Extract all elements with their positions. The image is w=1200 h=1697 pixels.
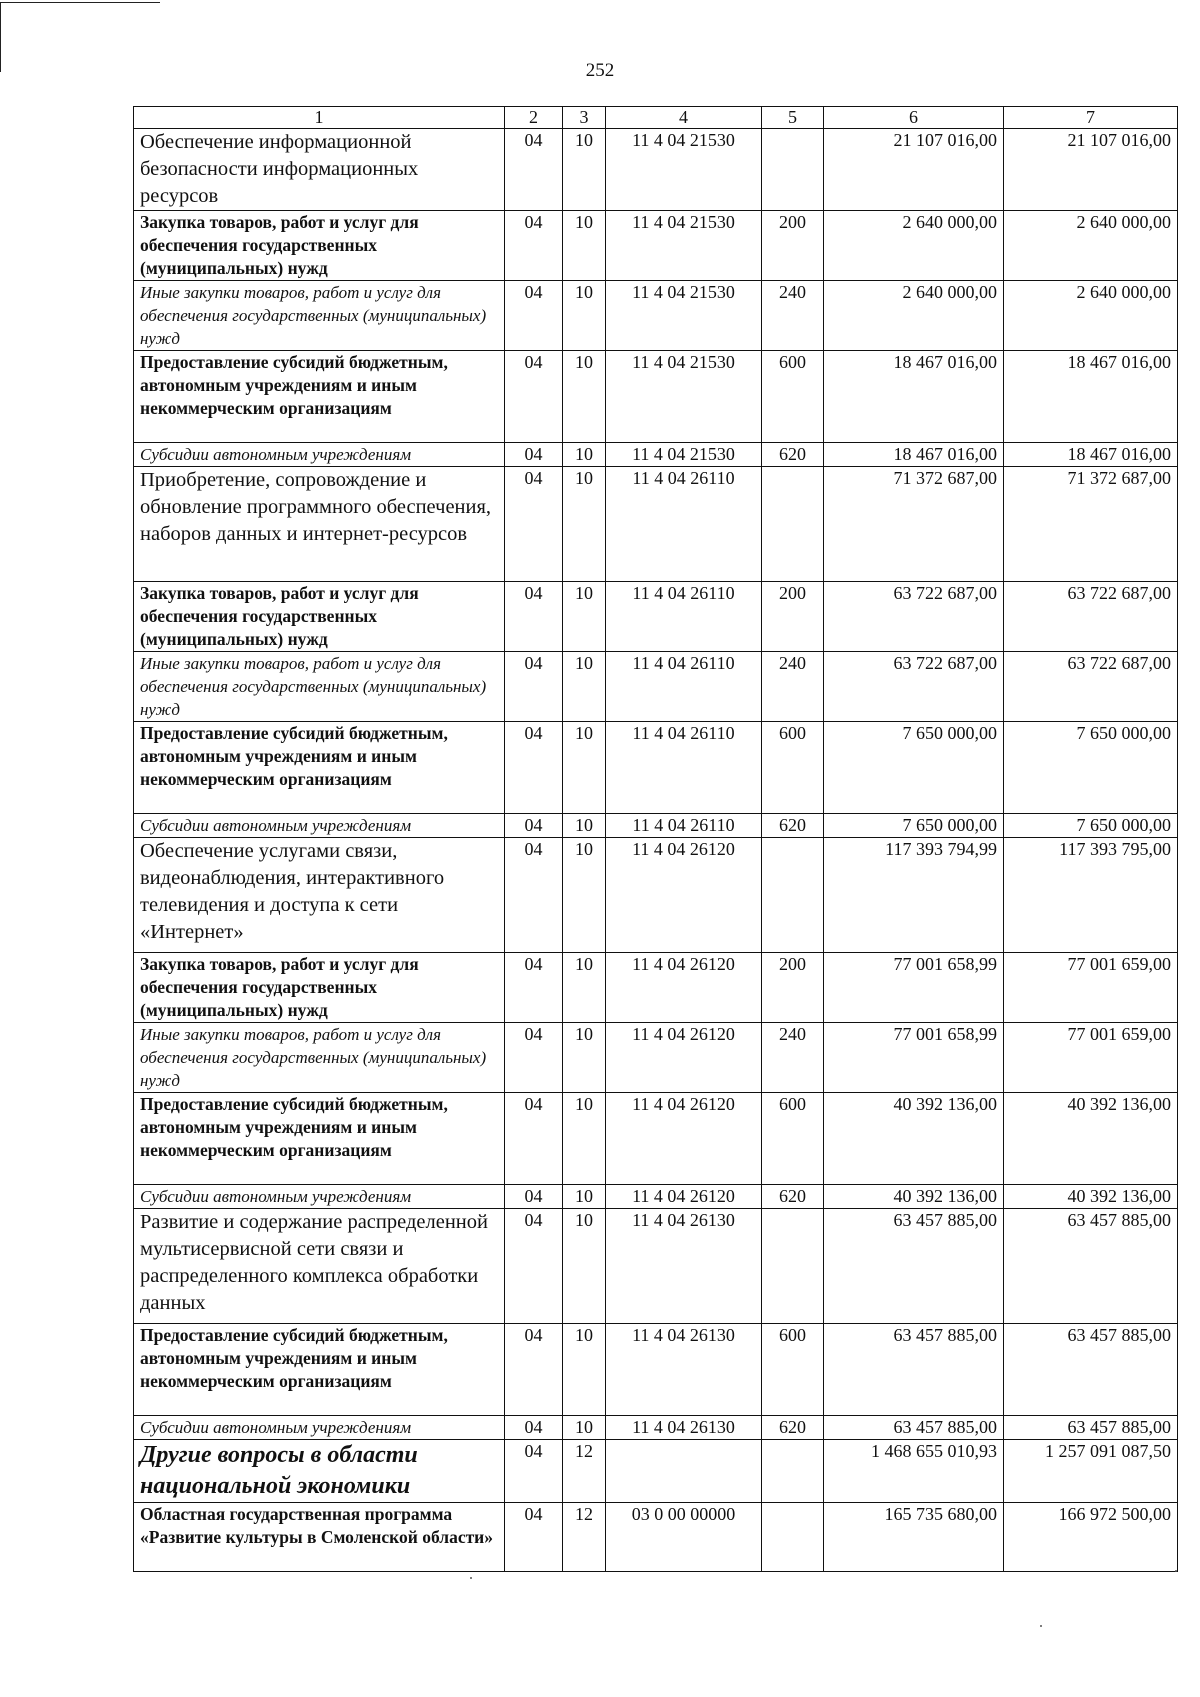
table-row xyxy=(134,1440,1178,1503)
section-code-cell: 04 xyxy=(505,1093,563,1185)
row-name-cell: Иные закупки товаров, работ и услуг для обеспечения государственных (муниципальных) нужд xyxy=(134,1023,505,1093)
target-article-cell: 11 4 04 26120 xyxy=(606,838,762,953)
table-row xyxy=(134,582,1178,652)
amount-year2-cell: 71 372 687,00 xyxy=(1004,467,1178,582)
section-code-cell: 04 xyxy=(505,467,563,582)
section-code-cell: 04 xyxy=(505,1440,563,1503)
subsection-code-cell: 10 xyxy=(563,129,606,211)
table-row xyxy=(134,351,1178,443)
subsection-code-cell: 10 xyxy=(563,211,606,281)
expense-type-cell xyxy=(762,1440,824,1503)
amount-year2-cell: 63 457 885,00 xyxy=(1004,1209,1178,1324)
section-code-cell: 04 xyxy=(505,281,563,351)
expense-type-cell: 600 xyxy=(762,722,824,814)
subsection-code-cell: 10 xyxy=(563,582,606,652)
table-row xyxy=(134,1023,1178,1093)
section-code-cell: 04 xyxy=(505,1209,563,1324)
section-code-cell: 04 xyxy=(505,814,563,838)
section-code-cell: 04 xyxy=(505,652,563,722)
row-name-cell: Субсидии автономным учреждениям xyxy=(134,443,505,467)
expense-type-cell xyxy=(762,1209,824,1324)
expense-type-cell: 200 xyxy=(762,211,824,281)
amount-year1-cell: 77 001 658,99 xyxy=(824,1023,1004,1093)
row-name-cell: Обеспечение информационной безопасности информационных ресурсов xyxy=(134,129,505,211)
section-code-cell: 04 xyxy=(505,1416,563,1440)
table-row xyxy=(134,211,1178,281)
section-code-cell: 04 xyxy=(505,1185,563,1209)
amount-year1-cell: 40 392 136,00 xyxy=(824,1185,1004,1209)
row-name-cell: Предоставление субсидий бюджетным, автономным учреждениям и иным некоммерческим организациям xyxy=(134,351,505,443)
table-row xyxy=(134,1503,1178,1572)
expense-type-cell: 240 xyxy=(762,281,824,351)
corner-mark xyxy=(0,2,160,3)
table-row xyxy=(134,1093,1178,1185)
subsection-code-cell: 10 xyxy=(563,467,606,582)
row-name-cell: Закупка товаров, работ и услуг для обеспечения государственных (муниципальных) нужд xyxy=(134,211,505,281)
amount-year1-cell: 71 372 687,00 xyxy=(824,467,1004,582)
table-row xyxy=(134,814,1178,838)
table-row xyxy=(134,1209,1178,1324)
subsection-code-cell: 10 xyxy=(563,1209,606,1324)
amount-year2-cell: 7 650 000,00 xyxy=(1004,722,1178,814)
table-row xyxy=(134,652,1178,722)
amount-year2-cell: 40 392 136,00 xyxy=(1004,1093,1178,1185)
subsection-code-cell: 10 xyxy=(563,953,606,1023)
column-header: 5 xyxy=(762,107,824,129)
target-article-cell: 11 4 04 26120 xyxy=(606,953,762,1023)
row-name-cell: Субсидии автономным учреждениям xyxy=(134,1185,505,1209)
budget-table xyxy=(133,106,1178,1572)
column-header: 1 xyxy=(134,107,505,129)
subsection-code-cell: 10 xyxy=(563,351,606,443)
row-name-cell: Закупка товаров, работ и услуг для обеспечения государственных (муниципальных) нужд xyxy=(134,582,505,652)
target-article-cell: 03 0 00 00000 xyxy=(606,1503,762,1572)
table-row xyxy=(134,1416,1178,1440)
section-code-cell: 04 xyxy=(505,838,563,953)
subsection-code-cell: 12 xyxy=(563,1503,606,1572)
column-header: 3 xyxy=(563,107,606,129)
section-code-cell: 04 xyxy=(505,443,563,467)
row-name-cell: Закупка товаров, работ и услуг для обеспечения государственных (муниципальных) нужд xyxy=(134,953,505,1023)
subsection-code-cell: 10 xyxy=(563,1416,606,1440)
row-name-cell: Субсидии автономным учреждениям xyxy=(134,1416,505,1440)
target-article-cell: 11 4 04 26130 xyxy=(606,1416,762,1440)
row-name-cell: Развитие и содержание распределенной мультисервисной сети связи и распределенного комплекса обработки данных xyxy=(134,1209,505,1324)
amount-year1-cell: 63 457 885,00 xyxy=(824,1416,1004,1440)
target-article-cell: 11 4 04 26110 xyxy=(606,652,762,722)
table-row xyxy=(134,953,1178,1023)
expense-type-cell xyxy=(762,838,824,953)
target-article-cell: 11 4 04 26110 xyxy=(606,814,762,838)
amount-year1-cell: 77 001 658,99 xyxy=(824,953,1004,1023)
subsection-code-cell: 10 xyxy=(563,838,606,953)
section-code-cell: 04 xyxy=(505,1324,563,1416)
row-name-cell: Иные закупки товаров, работ и услуг для обеспечения государственных (муниципальных) нужд xyxy=(134,281,505,351)
header-row xyxy=(134,107,1178,129)
target-article-cell xyxy=(606,1440,762,1503)
table-row xyxy=(134,1324,1178,1416)
target-article-cell: 11 4 04 26110 xyxy=(606,722,762,814)
expense-type-cell: 200 xyxy=(762,953,824,1023)
amount-year2-cell: 7 650 000,00 xyxy=(1004,814,1178,838)
target-article-cell: 11 4 04 26110 xyxy=(606,467,762,582)
row-name-cell: Предоставление субсидий бюджетным, автономным учреждениям и иным некоммерческим организациям xyxy=(134,1324,505,1416)
row-name-cell: Иные закупки товаров, работ и услуг для обеспечения государственных (муниципальных) нужд xyxy=(134,652,505,722)
column-header: 6 xyxy=(824,107,1004,129)
subsection-code-cell: 10 xyxy=(563,281,606,351)
expense-type-cell: 620 xyxy=(762,1185,824,1209)
expense-type-cell xyxy=(762,129,824,211)
page-number: 252 xyxy=(585,60,615,81)
amount-year1-cell: 18 467 016,00 xyxy=(824,351,1004,443)
column-header: 7 xyxy=(1004,107,1178,129)
amount-year1-cell: 63 722 687,00 xyxy=(824,652,1004,722)
amount-year2-cell: 77 001 659,00 xyxy=(1004,953,1178,1023)
section-code-cell: 04 xyxy=(505,129,563,211)
subsection-code-cell: 10 xyxy=(563,652,606,722)
section-code-cell: 04 xyxy=(505,722,563,814)
amount-year1-cell: 7 650 000,00 xyxy=(824,722,1004,814)
column-header: 2 xyxy=(505,107,563,129)
amount-year1-cell: 18 467 016,00 xyxy=(824,443,1004,467)
amount-year2-cell: 2 640 000,00 xyxy=(1004,211,1178,281)
amount-year2-cell: 63 457 885,00 xyxy=(1004,1416,1178,1440)
table-row xyxy=(134,443,1178,467)
expense-type-cell: 240 xyxy=(762,1023,824,1093)
amount-year2-cell: 18 467 016,00 xyxy=(1004,443,1178,467)
section-code-cell: 04 xyxy=(505,582,563,652)
amount-year1-cell: 2 640 000,00 xyxy=(824,281,1004,351)
table-row xyxy=(134,1185,1178,1209)
target-article-cell: 11 4 04 21530 xyxy=(606,281,762,351)
expense-type-cell: 200 xyxy=(762,582,824,652)
target-article-cell: 11 4 04 26120 xyxy=(606,1185,762,1209)
amount-year2-cell: 1 257 091 087,50 xyxy=(1004,1440,1178,1503)
row-name-cell: Другие вопросы в области национальной экономики xyxy=(134,1440,505,1503)
section-code-cell: 04 xyxy=(505,351,563,443)
row-name-cell: Областная государственная программа «Развитие культуры в Смоленской области» xyxy=(134,1503,505,1572)
target-article-cell: 11 4 04 21530 xyxy=(606,351,762,443)
target-article-cell: 11 4 04 26120 xyxy=(606,1023,762,1093)
table-row xyxy=(134,281,1178,351)
table-row xyxy=(134,467,1178,582)
expense-type-cell: 600 xyxy=(762,1324,824,1416)
amount-year2-cell: 2 640 000,00 xyxy=(1004,281,1178,351)
expense-type-cell: 240 xyxy=(762,652,824,722)
table-row xyxy=(134,129,1178,211)
amount-year2-cell: 77 001 659,00 xyxy=(1004,1023,1178,1093)
target-article-cell: 11 4 04 26130 xyxy=(606,1324,762,1416)
row-name-cell: Приобретение, сопровождение и обновление программного обеспечения, наборов данных и интернет-ресурсов xyxy=(134,467,505,582)
row-name-cell: Обеспечение услугами связи, видеонаблюдения, интерактивного телевидения и доступа к сети «Интернет» xyxy=(134,838,505,953)
scan-speck xyxy=(1040,1625,1042,1627)
target-article-cell: 11 4 04 26130 xyxy=(606,1209,762,1324)
target-article-cell: 11 4 04 26120 xyxy=(606,1093,762,1185)
subsection-code-cell: 10 xyxy=(563,1093,606,1185)
target-article-cell: 11 4 04 21530 xyxy=(606,211,762,281)
expense-type-cell: 620 xyxy=(762,814,824,838)
subsection-code-cell: 10 xyxy=(563,814,606,838)
expense-type-cell xyxy=(762,467,824,582)
row-name-cell: Предоставление субсидий бюджетным, автономным учреждениям и иным некоммерческим организациям xyxy=(134,722,505,814)
scan-speck xyxy=(1175,1570,1177,1572)
target-article-cell: 11 4 04 21530 xyxy=(606,443,762,467)
amount-year2-cell: 117 393 795,00 xyxy=(1004,838,1178,953)
target-article-cell: 11 4 04 26110 xyxy=(606,582,762,652)
subsection-code-cell: 10 xyxy=(563,443,606,467)
amount-year1-cell: 63 457 885,00 xyxy=(824,1324,1004,1416)
amount-year1-cell: 63 457 885,00 xyxy=(824,1209,1004,1324)
amount-year1-cell: 2 640 000,00 xyxy=(824,211,1004,281)
amount-year2-cell: 63 722 687,00 xyxy=(1004,582,1178,652)
section-code-cell: 04 xyxy=(505,953,563,1023)
amount-year2-cell: 166 972 500,00 xyxy=(1004,1503,1178,1572)
expense-type-cell: 600 xyxy=(762,1093,824,1185)
row-name-cell: Предоставление субсидий бюджетным, автономным учреждениям и иным некоммерческим организациям xyxy=(134,1093,505,1185)
amount-year1-cell: 63 722 687,00 xyxy=(824,582,1004,652)
amount-year1-cell: 7 650 000,00 xyxy=(824,814,1004,838)
amount-year1-cell: 21 107 016,00 xyxy=(824,129,1004,211)
row-name-cell: Субсидии автономным учреждениям xyxy=(134,814,505,838)
amount-year2-cell: 21 107 016,00 xyxy=(1004,129,1178,211)
amount-year1-cell: 117 393 794,99 xyxy=(824,838,1004,953)
amount-year1-cell: 165 735 680,00 xyxy=(824,1503,1004,1572)
table-row xyxy=(134,722,1178,814)
expense-type-cell: 620 xyxy=(762,1416,824,1440)
column-header: 4 xyxy=(606,107,762,129)
subsection-code-cell: 10 xyxy=(563,722,606,814)
amount-year1-cell: 40 392 136,00 xyxy=(824,1093,1004,1185)
section-code-cell: 04 xyxy=(505,1503,563,1572)
subsection-code-cell: 10 xyxy=(563,1185,606,1209)
subsection-code-cell: 10 xyxy=(563,1324,606,1416)
subsection-code-cell: 10 xyxy=(563,1023,606,1093)
expense-type-cell: 620 xyxy=(762,443,824,467)
amount-year2-cell: 18 467 016,00 xyxy=(1004,351,1178,443)
expense-type-cell: 600 xyxy=(762,351,824,443)
expense-type-cell xyxy=(762,1503,824,1572)
amount-year1-cell: 1 468 655 010,93 xyxy=(824,1440,1004,1503)
scan-speck xyxy=(470,1577,472,1579)
subsection-code-cell: 12 xyxy=(563,1440,606,1503)
target-article-cell: 11 4 04 21530 xyxy=(606,129,762,211)
section-code-cell: 04 xyxy=(505,1023,563,1093)
amount-year2-cell: 63 457 885,00 xyxy=(1004,1324,1178,1416)
amount-year2-cell: 40 392 136,00 xyxy=(1004,1185,1178,1209)
amount-year2-cell: 63 722 687,00 xyxy=(1004,652,1178,722)
section-code-cell: 04 xyxy=(505,211,563,281)
table-row xyxy=(134,838,1178,953)
